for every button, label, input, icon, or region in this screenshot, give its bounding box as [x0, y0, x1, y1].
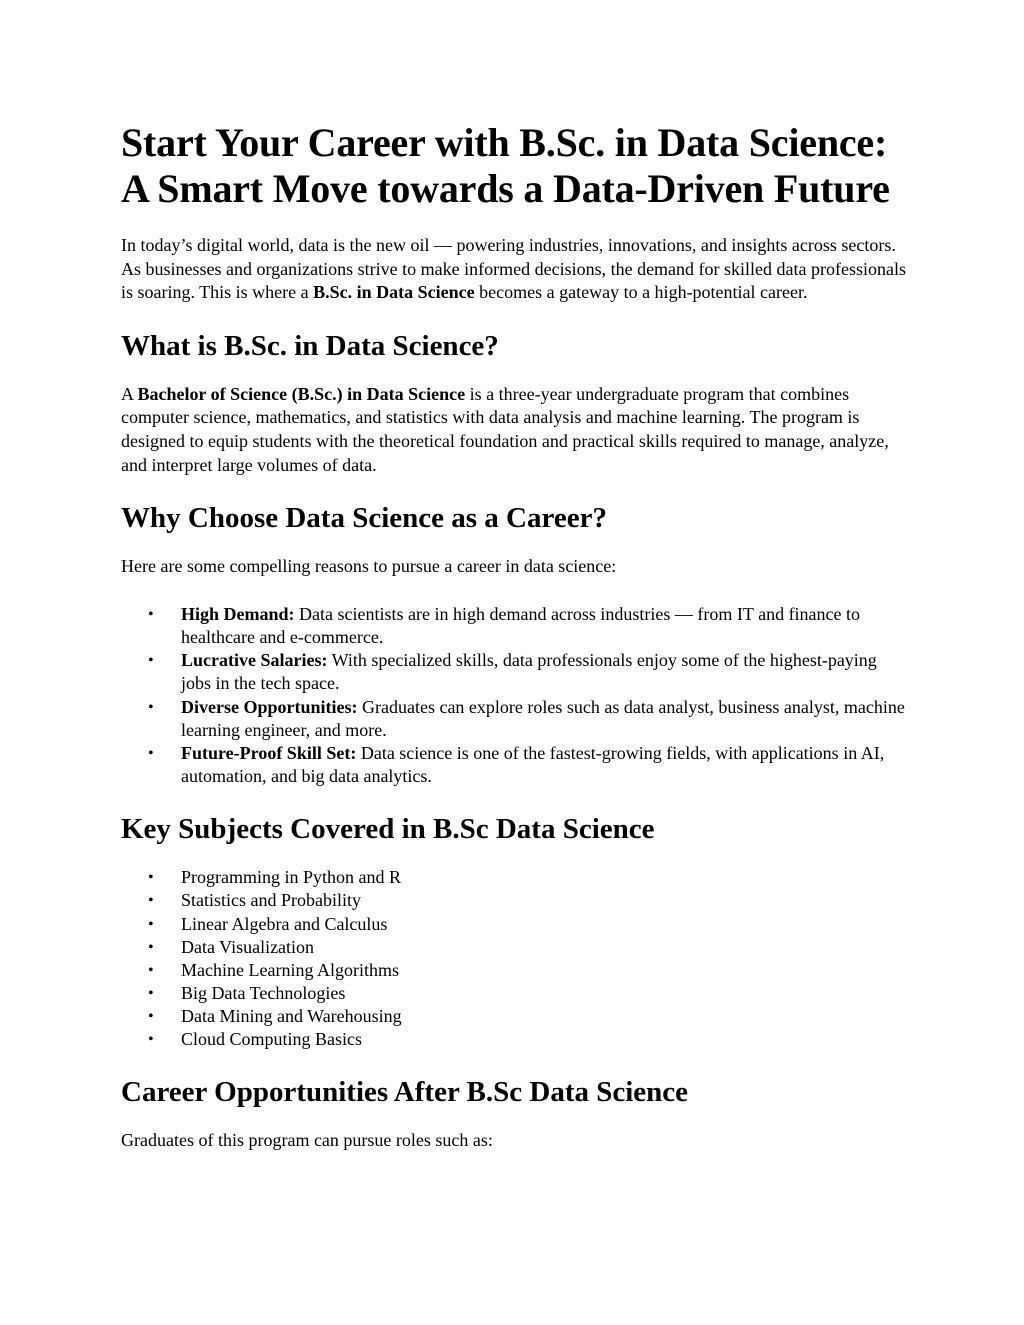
list-item [148, 1005, 911, 1028]
subjects-list [121, 866, 911, 1051]
list-item [148, 936, 911, 959]
subject-text: Big Data Technologies [181, 982, 346, 1003]
list-item [148, 742, 911, 788]
what-bold-term: Bachelor of Science (B.Sc.) in Data Science [137, 383, 466, 404]
what-paragraph [121, 383, 911, 477]
subject-text: Machine Learning Algorithms [181, 959, 399, 980]
title-line-2: A Smart Move towards a Data-Driven Future [121, 166, 890, 211]
bullet-icon: • [148, 698, 154, 716]
intro-bold-term: B.Sc. in Data Science [313, 282, 475, 303]
intro-paragraph [121, 234, 911, 305]
subject-text: Data Visualization [181, 936, 315, 957]
bullet-icon: • [148, 1007, 154, 1025]
subject-text: Cloud Computing Basics [181, 1029, 363, 1050]
subject-text: Data Mining and Warehousing [181, 1005, 402, 1026]
page-title [121, 120, 911, 212]
bullet-icon: • [148, 961, 154, 979]
list-item [148, 1028, 911, 1051]
bullet-icon: • [148, 915, 154, 933]
reason-label: Diverse Opportunities: [181, 696, 358, 717]
document-page [121, 120, 911, 1177]
why-intro-paragraph: Here are some compelling reasons to pursue a career in data science: [121, 556, 617, 577]
reason-text: With specialized skills, data professionals enjoy some of the highest-paying jobs in the tech space. [181, 650, 877, 694]
title-line-1: Start Your Career with B.Sc. in Data Science: [121, 120, 888, 165]
bullet-icon: • [148, 938, 154, 956]
subject-text: Linear Algebra and Calculus [181, 913, 388, 934]
bullet-icon: • [148, 744, 154, 762]
list-item [148, 959, 911, 982]
list-item [148, 649, 911, 695]
section-heading-why: Why Choose Data Science as a Career? [121, 502, 607, 535]
section-heading-careers: Career Opportunities After B.Sc Data Science [121, 1076, 689, 1109]
reason-label: Future-Proof Skill Set: [181, 742, 357, 763]
list-item [148, 889, 911, 912]
bullet-icon: • [148, 652, 154, 670]
reasons-list [121, 603, 911, 789]
list-item [148, 603, 911, 649]
reason-label: Lucrative Salaries: [181, 650, 328, 671]
subject-text: Statistics and Probability [181, 890, 361, 911]
intro-text-before: In today’s digital world, data is the new oil — powering industries, innovations, and insights across sectors. As businesses and organizations strive to make informed decisions, the demand for skilled data professionals is soaring. This is where a [121, 235, 906, 303]
list-item [148, 982, 911, 1005]
bullet-icon: • [148, 984, 154, 1002]
section-heading-subjects: Key Subjects Covered in B.Sc Data Science [121, 813, 655, 846]
list-item [148, 866, 911, 889]
reason-text: Data science is one of the fastest-growing fields, with applications in AI, automation, and big data analytics. [181, 742, 885, 787]
section-heading-what: What is B.Sc. in Data Science? [121, 329, 499, 362]
what-text-before: A [121, 383, 138, 404]
careers-intro-paragraph: Graduates of this program can pursue roles such as: [121, 1130, 493, 1151]
intro-text-after: becomes a gateway to a high-potential career. [474, 282, 808, 303]
subject-text: Programming in Python and R [181, 867, 401, 888]
list-item [148, 696, 911, 742]
bullet-icon: • [148, 869, 154, 887]
reason-text: Data scientists are in high demand across industries — from IT and finance to healthcare and e-commerce. [181, 603, 861, 647]
bullet-icon: • [148, 1031, 154, 1049]
list-item [148, 913, 911, 936]
bullet-icon: • [148, 605, 154, 623]
reason-label: High Demand: [181, 603, 295, 624]
reason-text: Graduates can explore roles such as data analyst, business analyst, machine learning engineer, and more. [181, 696, 905, 740]
bullet-icon: • [148, 892, 154, 910]
what-text-after: is a three-year undergraduate program that combines computer science, mathematics, and statistics with data analysis and machine learning. The program is designed to equip students with the theoretical foundation and practical skills required to manage, analyze, and interpret large volumes of data. [121, 383, 889, 475]
